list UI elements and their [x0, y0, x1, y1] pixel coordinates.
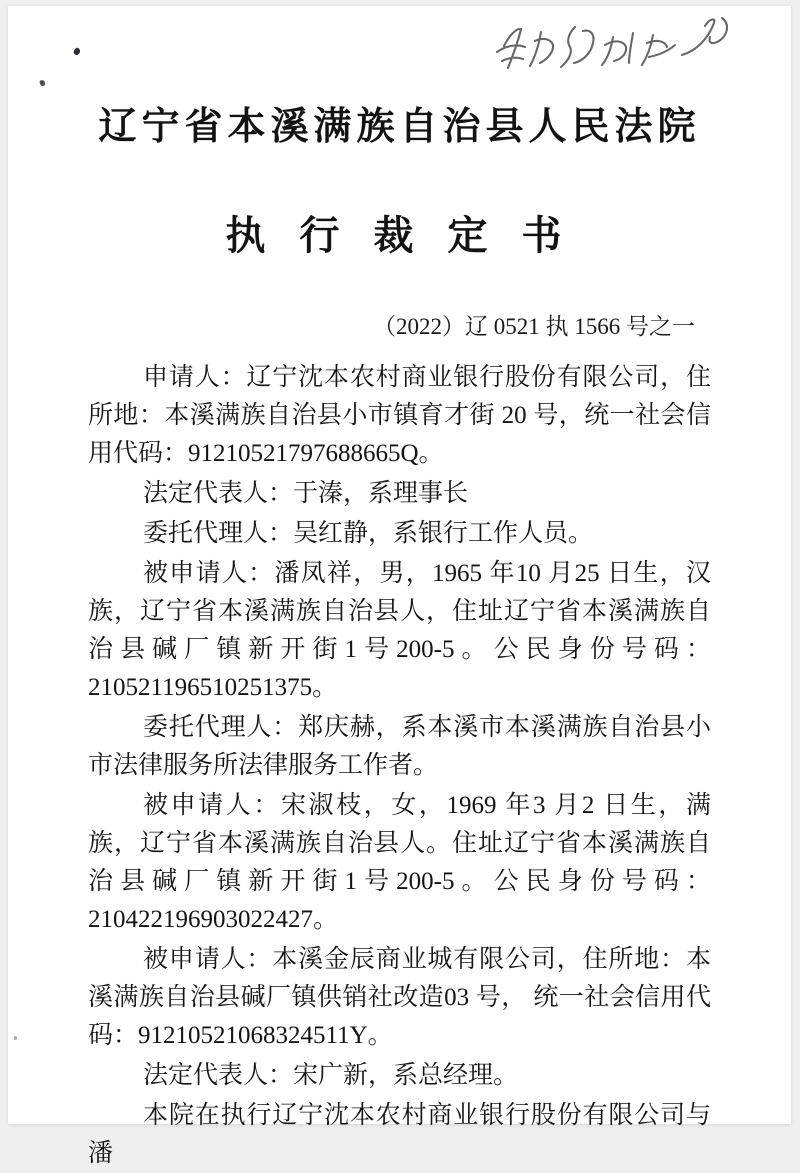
paragraph-legal-representative-2: 法定代表人：宋广新，系总经理。	[143, 1062, 519, 1089]
document-type-title: 执 行 裁 定 书	[225, 213, 574, 258]
ink-speck	[73, 47, 82, 56]
paragraph-ruling-intro: 本院在执行辽宁沈本农村商业银行股份有限公司与潘	[88, 1102, 711, 1167]
paragraph-respondent-1: 被申请人：潘凤祥，男，1965 年10 月25 日生，汉族，辽宁省本溪满族自治县人，住址辽宁省本溪满族自治县碱厂镇新开街1号200-5。公民身份号码：210521196510251375。	[88, 560, 711, 701]
court-name-title: 辽宁省本溪满族自治县人民法院	[98, 106, 701, 148]
paragraph-applicant: 申请人：辽宁沈本农村商业银行股份有限公司，住所地：本溪满族自治县小市镇育才街 20 号，统一社会信用代码：91210521797688665Q。	[88, 364, 711, 467]
handwriting-scribble	[436, 10, 748, 86]
paragraph-respondent-3: 被申请人：本溪金辰商业城有限公司，住所地：本溪满族自治县碱厂镇供销社改造03 号， 统一社会信用代码：91210521068324511Y。	[88, 946, 711, 1049]
paragraph-agent-1: 委托代理人：吴红静，系银行工作人员。	[143, 520, 594, 547]
case-number: （2022）辽 0521 执 1566 号之一	[373, 314, 695, 339]
paragraph-respondent-2: 被申请人：宋淑枝，女，1969 年3 月2 日生，满族，辽宁省本溪满族自治县人。住址辽宁省本溪满族自治县碱厂镇新开街1号200-5。公民身份号码：210422196903022427。	[88, 792, 711, 933]
document-body	[88, 359, 711, 1173]
ink-speck	[39, 79, 46, 86]
paragraph-agent-2: 委托代理人：郑庆赫，系本溪市本溪满族自治县小市法律服务所法律服务工作者。	[88, 714, 711, 779]
paragraph-legal-representative-1: 法定代表人：于溱，系理事长	[143, 480, 469, 507]
document-page	[8, 6, 791, 1167]
ink-speck	[14, 1036, 17, 1040]
